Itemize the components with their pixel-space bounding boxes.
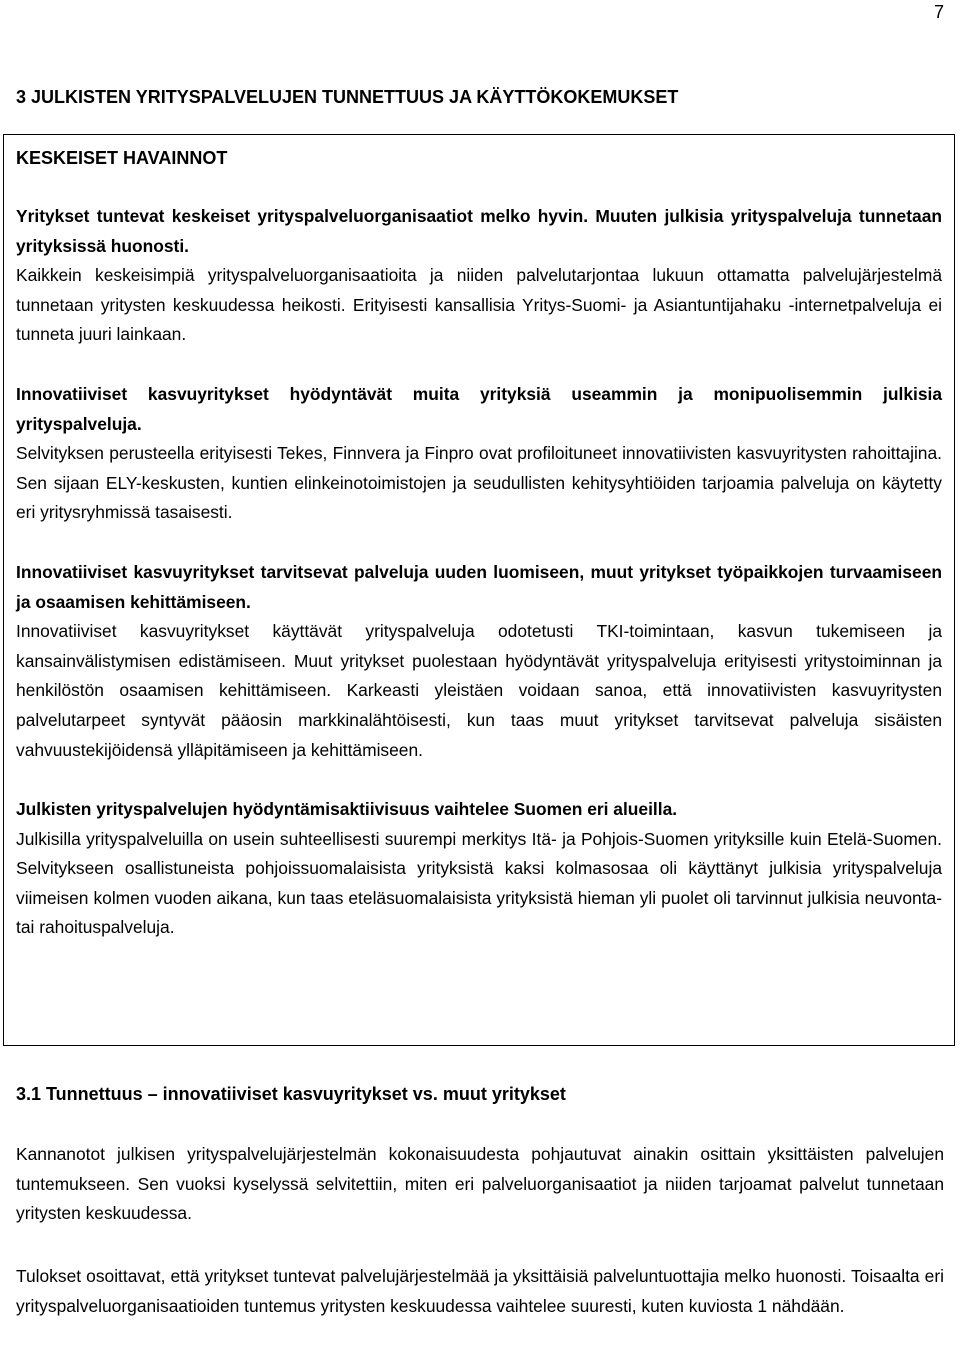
paragraph-text: Tulokset osoittavat, että yritykset tuntevat palvelujärjestelmää ja yksittäisiä palveluntuottajia melko huonosti. Toisaalta eri yrityspalveluorganisaatioiden tuntemus yritysten keskuudessa vaihtelee suuresti, kuten kuviosta 1 nähdään.: [16, 1266, 944, 1316]
finding-2: [16, 380, 942, 528]
finding-3: [16, 558, 942, 765]
finding-lead: Yritykset tuntevat keskeiset yrityspalveluorganisaatiot melko hyvin. Muuten julkisia yrityspalveluja tunnetaan yrityksissä huonosti.: [16, 206, 942, 256]
key-findings-heading: KESKEISET HAVAINNOT: [16, 148, 228, 168]
key-findings-box: [3, 134, 955, 1046]
paragraph-text: Kannanotot julkisen yrityspalvelujärjestelmän kokonaisuudesta pohjautuvat ainakin osittain yksittäisten palvelujen tuntemukseen. Sen vuoksi kyselyssä selvitettiin, miten eri palveluorganisaatiot ja niiden tarjoamat palvelut tunnetaan yritysten keskuudessa.: [16, 1144, 944, 1224]
finding-text: Innovatiiviset kasvuyritykset käyttävät yrityspalveluja odotetusti TKI-toimintaan, kasvun tukemiseen ja kansainvälistymisen edistämiseen. Muut yritykset puolestaan hyödyntävät yrityspalveluja erityisesti yritystoiminnan ja henkilöstön osaamisen kehittämiseen. Karkeasti yleistäen voidaan sanoa, että innovatiivisten kasvuyritysten palvelutarpeet syntyvät pääosin markkinalähtöisesti, kun taas muut yritykset tarvitsevat palveluja sisäisten vahvuustekijöidensä ylläpitämiseen ja kehittämiseen.: [16, 621, 942, 760]
finding-text: Selvityksen perusteella erityisesti Tekes, Finnvera ja Finpro ovat profiloituneet innovatiivisten kasvuyritysten rahoittajina. Sen sijaan ELY-keskusten, kuntien elinkeinotoimistojen ja seudullisten kehitysyhtiöiden tarjoamia palveluja on käytetty eri yritysryhmissä tasaisesti.: [16, 443, 942, 523]
finding-lead: Julkisten yrityspalvelujen hyödyntämisaktiivisuus vaihtelee Suomen eri alueilla.: [16, 799, 678, 820]
finding-lead: Innovatiiviset kasvuyritykset tarvitsevat palveluja uuden luomiseen, muut yritykset työpaikkojen turvaamiseen ja osaamisen kehittämiseen.: [16, 561, 942, 612]
body-paragraph-1: [16, 1140, 944, 1229]
body-paragraph-2: [16, 1262, 944, 1321]
finding-1: [16, 202, 942, 350]
section-title: 3.1 Tunnettuus – innovatiiviset kasvuyritykset vs. muut yritykset: [16, 1084, 566, 1104]
finding-text: Julkisilla yrityspalveluilla on usein suhteellisesti suurempi merkitys Itä- ja Pohjois-Suomen yrityksille kuin Etelä-Suomen. Selvitykseen osallistuneista pohjoissuomalaisista yrityksistä kaksi kolmasosaa oli käyttänyt julkisia yrityspalveluja viimeisen kolmen vuoden aikana, kun taas eteläsuomalaisista yrityksistä hieman yli puolet oli tarvinnut julkisia neuvonta- tai rahoituspalveluja.: [16, 828, 942, 938]
finding-4: [16, 795, 942, 943]
finding-text: Kaikkein keskeisimpiä yrityspalveluorganisaatioita ja niiden palvelutarjontaa lukuun ottamatta palvelujärjestelmä tunnetaan yritysten keskuudessa heikosti. Erityisesti kansallisia Yritys-Suomi- ja Asiantuntijahaku -internetpalveluja ei tunneta juuri lainkaan.: [16, 265, 942, 345]
chapter-title: 3 JULKISTEN YRITYSPALVELUJEN TUNNETTUUS JA KÄYTTÖKOKEMUKSET: [16, 87, 679, 107]
finding-lead: Innovatiiviset kasvuyritykset hyödyntävät muita yrityksiä useammin ja monipuolisemmin julkisia yrityspalveluja.: [16, 383, 942, 434]
page-number: 7: [933, 2, 944, 22]
